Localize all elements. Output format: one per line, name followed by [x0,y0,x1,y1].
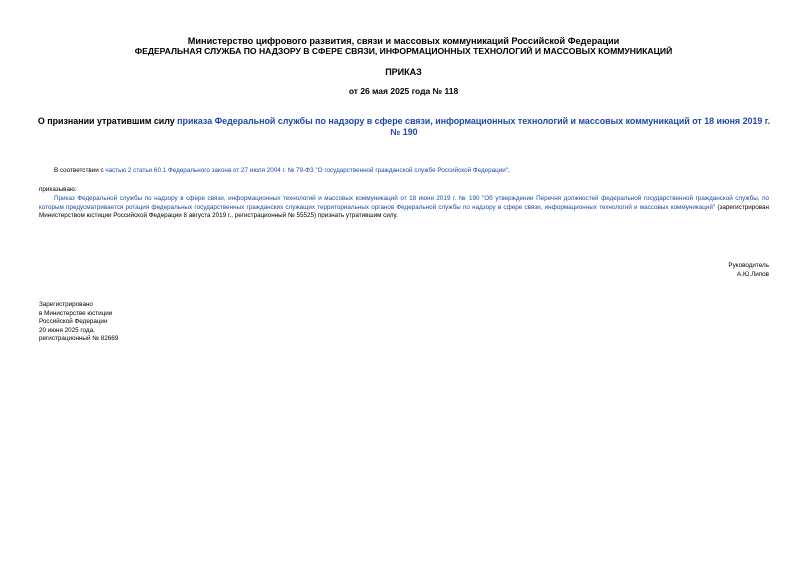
registration-line: Зарегистрировано [39,301,93,308]
repealed-order-link[interactable]: Приказ Федеральной службы по надзору в сфере связи, информационных технологий и массовых коммуникаций от 18 июня 2019 г. № 190 "Об утверждении Перечня должностей федеральной государственной гражданской службы, по которым предусматривается ротация федеральных государственных гражданских служащих территориальных органов Федеральной службы по надзору в сфере связи, информационных технологий и массовых коммуникаций" [39,195,769,211]
basis-paragraph [54,167,510,176]
registration-line: 20 июня 2025 года, [39,326,95,334]
signature-block [728,262,769,279]
registration-line: регистрационный № 82669 [39,335,119,342]
body-paragraph [39,195,769,221]
title-prefix: О признании утратившим силу [37,116,178,126]
registration-line: в Министерстве юстиции [39,309,113,317]
body-suffix: (зарегистрирован Министерством юстиции Российской Федерации 8 августа 2019 г., регистрационный № 55525) признать утратившим силу. [39,203,769,219]
basis-suffix: , [508,167,510,174]
signer-position: Руководитель [728,262,769,269]
basis-law-link[interactable]: частью 2 статьи 60.1 Федерального закона от 27 июля 2004 г. № 79-ФЗ "О государственной гражданской службе Российской Федерации" [105,167,509,174]
document-type: ПРИКАЗ [385,67,422,77]
order-word: приказываю: [39,186,77,193]
basis-prefix: В соответствии с [54,167,106,174]
service-name: ФЕДЕРАЛЬНАЯ СЛУЖБА ПО НАДЗОРУ В СФЕРЕ СВЯЗИ, ИНФОРМАЦИОННЫХ ТЕХНОЛОГИЙ И МАССОВЫХ КОММУНИКАЦИЙ [134,46,673,56]
registration-line: Российской Федерации [39,318,108,325]
ministry-name: Министерство цифрового развития, связи и массовых коммуникаций Российской Федерации [187,36,620,46]
title-link[interactable]: приказа Федеральной службы по надзору в сфере связи, информационных технологий и массовых коммуникаций от 18 июня 2019 г. № 190 [177,116,771,137]
document-title [36,116,772,138]
registration-block [39,301,118,344]
document-date-number: от 26 мая 2025 года № 118 [348,86,459,96]
signer-name: А.Ю.Липов [737,270,769,278]
